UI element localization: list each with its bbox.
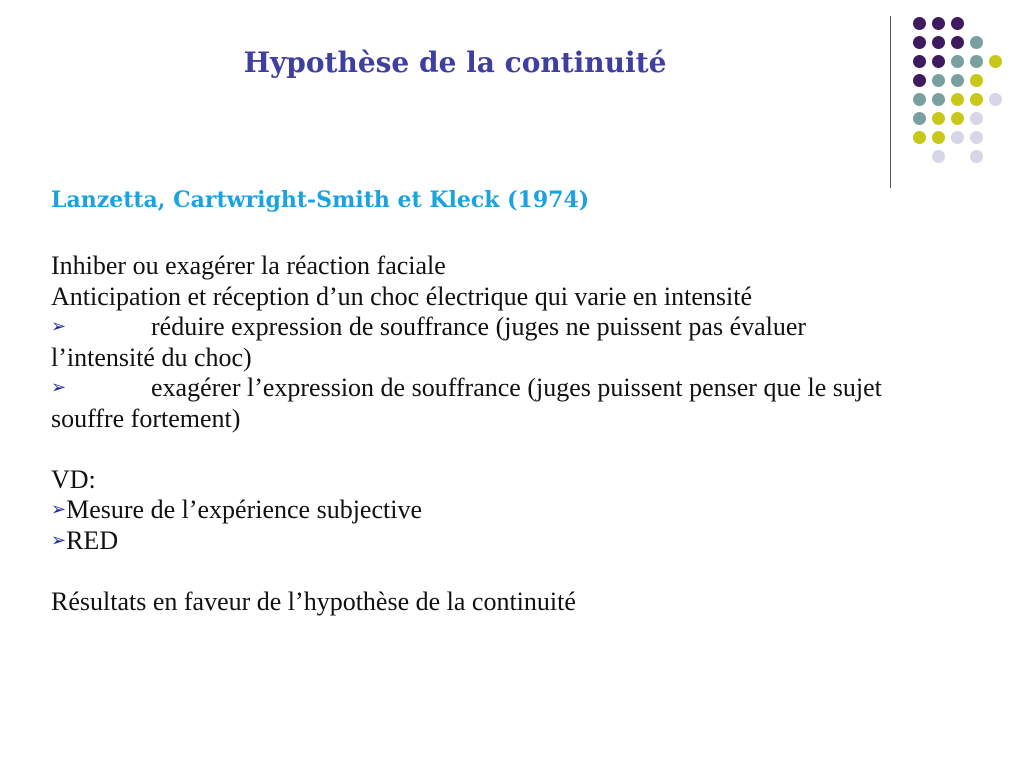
- bullet-text: exagérer l’expression de souffrance (juges puissent penser que le sujet souffre fortement): [51, 373, 882, 433]
- decorative-dot: [989, 93, 1002, 106]
- decorative-dot: [932, 131, 945, 144]
- divider-line: [890, 16, 891, 188]
- arrow-bullet-icon: ➢: [51, 499, 67, 520]
- decorative-dot: [970, 74, 983, 87]
- decorative-dot: [913, 131, 926, 144]
- decorative-dot: [970, 112, 983, 125]
- spacer: [51, 434, 891, 465]
- decorative-dot: [913, 17, 926, 30]
- body-line: Inhiber ou exagérer la réaction faciale: [51, 251, 446, 280]
- slide-title: Hypothèse de la continuité: [243, 46, 667, 79]
- decorative-dot: [951, 55, 964, 68]
- bullet-item: [51, 312, 891, 373]
- decorative-dot: [932, 17, 945, 30]
- decorative-dot: [913, 36, 926, 49]
- body-line: Résultats en faveur de l’hypothèse de la continuité: [51, 586, 576, 616]
- decorative-dot: [932, 36, 945, 49]
- reference-heading: Lanzetta, Cartwright-Smith et Kleck (1974): [51, 187, 590, 213]
- arrow-bullet-icon: ➢: [51, 377, 67, 398]
- bullet-item: [51, 495, 891, 526]
- decorative-dot: [932, 150, 945, 163]
- decorative-dot: [913, 74, 926, 87]
- decorative-dot: [970, 36, 983, 49]
- arrow-bullet-icon: ➢: [51, 529, 67, 551]
- spacer: [51, 556, 891, 587]
- decorative-dot: [989, 55, 1002, 68]
- decorative-dot: [932, 93, 945, 106]
- decorative-dot: [913, 55, 926, 68]
- slide-body: [51, 185, 891, 617]
- bullet-text: Mesure de l’expérience subjective: [66, 495, 422, 524]
- arrow-bullet-icon: ➢: [51, 316, 67, 337]
- decorative-dot: [970, 150, 983, 163]
- decorative-dot: [951, 17, 964, 30]
- decorative-dot: [951, 74, 964, 87]
- bullet-item: [51, 526, 891, 557]
- decorative-dot: [951, 36, 964, 49]
- bullet-item: [51, 373, 891, 434]
- decorative-dot: [932, 112, 945, 125]
- decorative-dot: [951, 131, 964, 144]
- decorative-dot: [970, 55, 983, 68]
- bullet-text: RED: [66, 525, 119, 555]
- decorative-dot: [913, 93, 926, 106]
- decorative-dot: [913, 112, 926, 125]
- decorative-dot: [970, 93, 983, 106]
- decorative-dot: [951, 112, 964, 125]
- decorative-dot: [970, 131, 983, 144]
- decorative-dot: [951, 93, 964, 106]
- body-line: VD:: [51, 464, 96, 494]
- decorative-dot: [932, 55, 945, 68]
- bullet-text: réduire expression de souffrance (juges ne puissent pas évaluer l’intensité du choc): [51, 312, 807, 372]
- body-line: Anticipation et réception d’un choc électrique qui varie en intensité: [51, 281, 753, 311]
- decorative-dot: [932, 74, 945, 87]
